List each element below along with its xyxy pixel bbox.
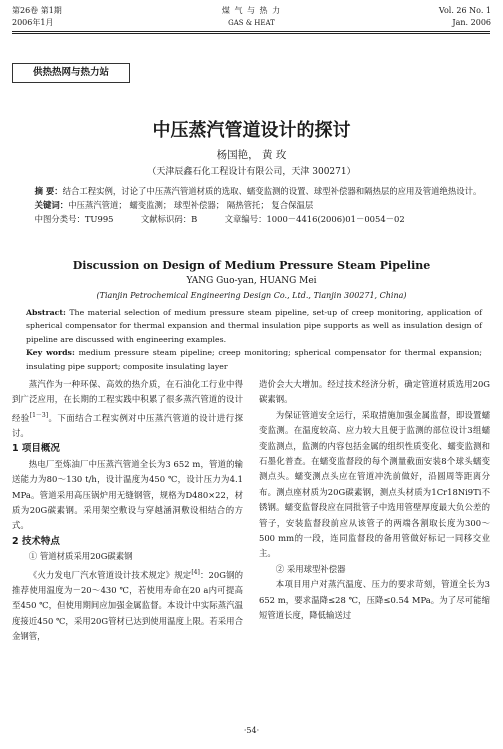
english-abstract-label: Abstract: bbox=[26, 308, 66, 317]
article-affiliation: （天津辰鑫石化工程设计有限公司，天津 300271） bbox=[147, 167, 356, 177]
intro-ref: [1－3] bbox=[29, 411, 49, 419]
doc-code-label: 文献标识码： bbox=[140, 214, 192, 224]
intro-text: 蒸汽作为一种环保、高效的热介质，在石油化工行业中得到广泛应用，在长期的工程实践中积累了很多蒸汽管道的设计经验 bbox=[12, 379, 243, 423]
intro-paragraph bbox=[12, 377, 243, 441]
abstract-cn bbox=[22, 184, 484, 226]
keywords-cn: 中压蒸汽管道； 蠕变监测； 球型补偿器； 隔热管托； 复合保温层 bbox=[68, 200, 314, 210]
section-2-heading: 2 技术特点 bbox=[12, 535, 60, 547]
section-2-sub-1: ① 管道材质采用20G碳素钢 bbox=[28, 551, 133, 562]
section-1-heading: 1 项目概况 bbox=[12, 443, 60, 455]
section-2-p1-b: ：20G钢的推荐使用温度为－20～430 ℃，若使用寿命在20 a内可提高至450 ℃，但使用期间应加强金属监督。本设计中实际蒸汽温度接近450 ℃，采用20G管材已达到使用温度上限。若采用合金钢管， bbox=[12, 569, 243, 642]
right-paragraph-2: 为保证管道安全运行，采取措施加强金属监督，即设置蠕变监测。在温度较高、应力较大且便于监测的部位设计3组蠕变监测点，监测的内容包括金属的组织性质变化、蠕变监测和石墨化普查。在蠕变监督段的每个测量截面安装8个球头蠕变测点头。蠕变测点头应在管道冲洗前做好，沿圆周等距离分布。测点座材质为20G碳素钢，测点头材质为1Cr18Ni9Ti不锈钢。蠕变监督段应在同批管子中选用管壁厚度最大负公差的管子，安装监督段前应从该管子的两端各割取长度为300～500 mm的一段，连同监督段的备用管做好标记一同移交业主。 bbox=[259, 409, 490, 559]
column-box: 供热热网与热力站 bbox=[12, 63, 130, 83]
journal-volume-issue: 第26卷 第1期 bbox=[12, 6, 62, 15]
english-keywords-label: Key words: bbox=[26, 348, 75, 358]
clc-value: TU995 bbox=[84, 214, 114, 224]
page-number: ·54· bbox=[243, 726, 260, 735]
journal-date: 2006年1月 bbox=[12, 18, 54, 27]
header-rule-2 bbox=[12, 33, 490, 34]
clc-label: 中图分类号： bbox=[34, 214, 85, 224]
right-paragraph-1: 造价会大大增加。经过技术经济分析，确定管道材质选用20G碳素钢。 bbox=[259, 379, 490, 405]
journal-name-en: GAS & HEAT bbox=[228, 19, 275, 27]
article-no-label: 文章编号： bbox=[224, 214, 267, 224]
doc-code-value: B bbox=[191, 214, 198, 224]
journal-name-cn: 煤 气 与 热 力 bbox=[221, 6, 282, 15]
english-keywords: medium pressure steam pipeline; creep monitoring; spherical compensator for thermal expansion; insulating pipe support; composite insulating layer bbox=[26, 348, 482, 371]
article-authors: 杨国艳， 黄 玫 bbox=[216, 149, 287, 161]
keywords-cn-label: 关键词： bbox=[34, 200, 69, 210]
body-left-column bbox=[12, 377, 243, 645]
section-1-paragraph: 热电厂至炼油厂中压蒸汽管道全长为3 652 m，管道的输送能力为80～130 t/h，设计温度为450 ℃，设计压力为4.1 MPa。管道采用高压锅炉用无缝钢管，规格为D480×22，材质为20G碳素钢。采用架空敷设与穿越涵洞敷设相结合的方式。 bbox=[12, 458, 243, 531]
english-title: Discussion on Design of Medium Pressure Steam Pipeline bbox=[72, 259, 431, 272]
abstract-cn-label: 摘 要： bbox=[34, 186, 63, 196]
section-2-p1-ref: [4] bbox=[191, 568, 200, 576]
intro-tail: 。下面结合工程实例对中压蒸汽管道的设计进行探讨。 bbox=[12, 412, 244, 439]
english-abstract-text: The material selection of medium pressure steam pipeline, set-up of creep monitoring, application of spherical compensator for thermal expansion and thermal insulation pipe supports as well as insulation design of pipeline are discussed with engineering examples. bbox=[26, 308, 482, 344]
english-affiliation: (Tianjin Petrochemical Engineering Design Co., Ltd., Tianjin 300271, China) bbox=[96, 291, 407, 300]
right-paragraph-3: 本项目用户对蒸汽温度、压力的要求苛刻，管道全长为3 652 m，要求温降≤28 ℃，压降≤0.54 MPa。为了尽可能缩短管道长度，降低输送过 bbox=[259, 579, 490, 621]
journal-date-en: Jan. 2006 bbox=[452, 18, 491, 27]
article-title: 中压蒸汽管道设计的探讨 bbox=[152, 120, 351, 141]
english-abstract bbox=[26, 306, 482, 373]
section-2-sub-2: ② 采用球型补偿器 bbox=[275, 563, 346, 574]
journal-volume-en: Vol. 26 No. 1 bbox=[438, 6, 491, 15]
body-right-column bbox=[259, 377, 490, 624]
abstract-cn-text: 结合工程实例，讨论了中压蒸汽管道材质的选取、蠕变监测的设置、球型补偿器和隔热层的应用及管道绝热设计。 bbox=[62, 186, 482, 196]
section-2-p1-a: 《火力发电厂汽水管道设计技术规定》规定 bbox=[28, 569, 192, 580]
header-rule bbox=[12, 31, 490, 32]
article-no-value: 1000－4416(2006)01－0054－02 bbox=[266, 214, 405, 224]
section-2-paragraph-1 bbox=[12, 565, 243, 645]
english-authors: YANG Guo-yan, HUANG Mei bbox=[186, 276, 317, 286]
